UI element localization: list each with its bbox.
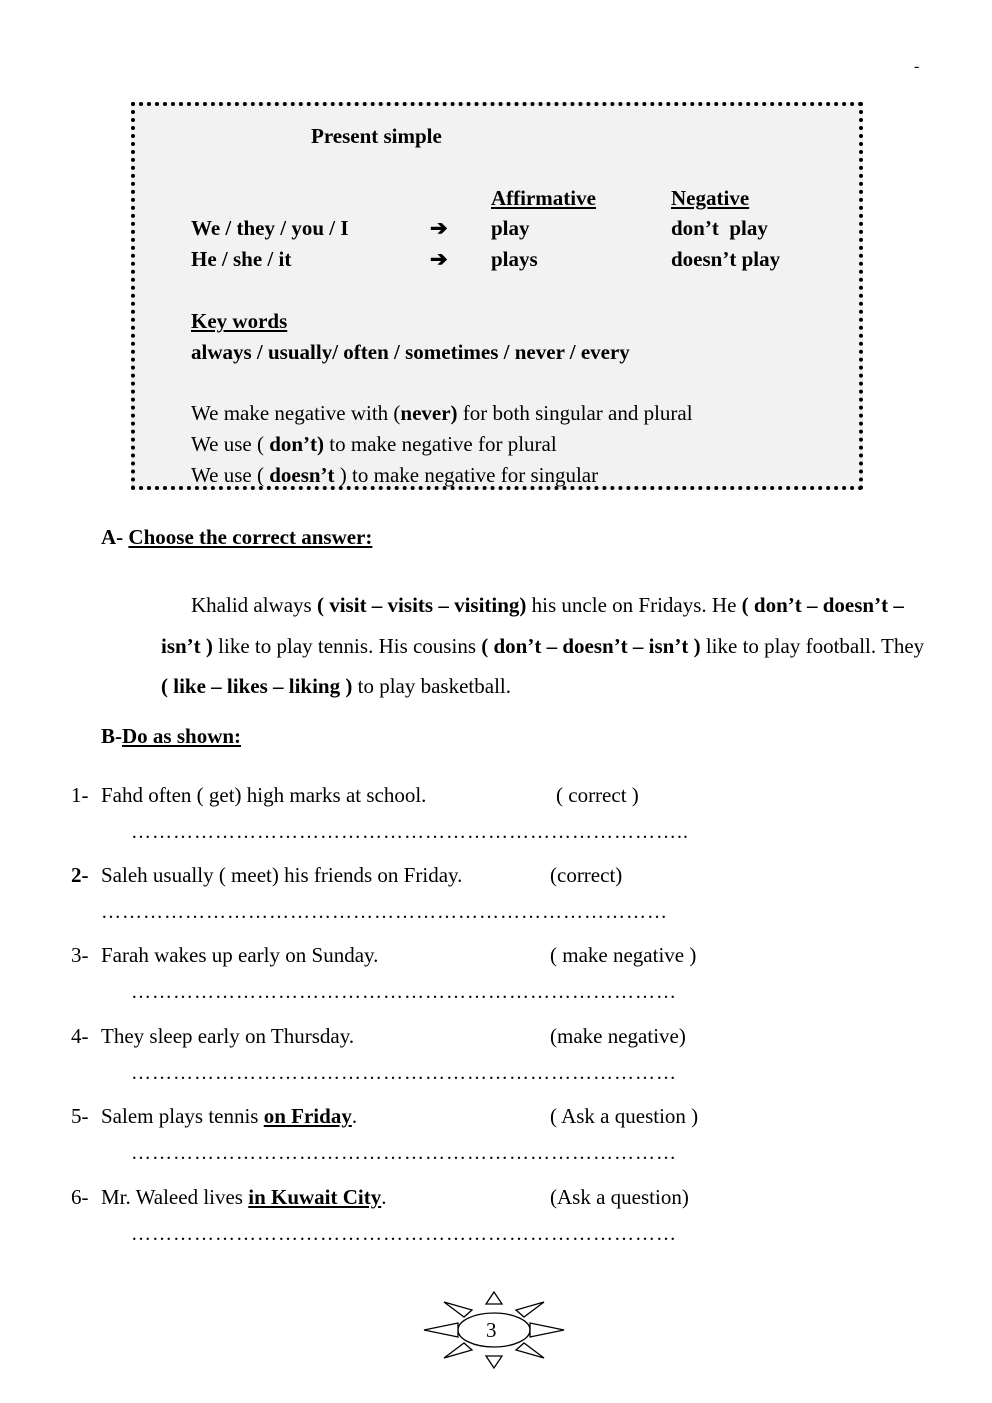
question-sentence: [101, 783, 426, 808]
arrow-right-icon: ➔: [430, 247, 448, 271]
rule-text: We use (: [191, 463, 270, 487]
row-subject: He / she / it: [191, 247, 292, 271]
sentence-text: .: [381, 1185, 387, 1209]
answer-line[interactable]: ……………………………………………………………………: [131, 1223, 677, 1245]
question-instruction: (Ask a question): [550, 1185, 689, 1209]
question-instruction: (make negative): [550, 1024, 686, 1048]
question-instruction: ( make negative ): [550, 943, 697, 967]
rule-text: to make negative for plural: [324, 432, 557, 456]
section-title: Choose the correct answer:: [128, 525, 373, 549]
row-affirmative: play: [491, 216, 530, 240]
sentence-text: Mr. Waleed lives: [101, 1185, 249, 1209]
rule-text: We make negative with (: [191, 401, 401, 425]
page-number: 3: [486, 1318, 497, 1342]
sentence-text: Fahd often ( get) high marks at school.: [101, 783, 427, 807]
section-a-heading: [101, 525, 372, 550]
rule-line: [191, 432, 557, 457]
row-affirmative: plays: [491, 247, 538, 271]
sentence-text: Saleh usually ( meet) his friends on Friday.: [101, 863, 463, 887]
section-b-heading: [101, 724, 241, 749]
answer-choices: ( don’t – doesn’t – isn’t ): [161, 593, 904, 658]
answer-choices: ( don’t – doesn’t – isn’t ): [481, 633, 701, 658]
question-number: 5-: [71, 1104, 89, 1128]
paragraph-text: like to play football. They: [700, 633, 925, 658]
sentence-text: They sleep early on Thursday.: [101, 1024, 355, 1048]
question-instruction: ( correct ): [556, 783, 639, 807]
answer-line[interactable]: ……………………………………………………………………: [131, 1062, 677, 1084]
column-header-negative: Negative: [671, 186, 750, 210]
rule-text: We use (: [191, 432, 270, 456]
rule-text: ) to make negative for singular: [334, 463, 599, 487]
column-header-affirmative: Affirmative: [491, 186, 596, 210]
answer-line[interactable]: ………………………………………………………………………: [101, 901, 668, 923]
underlined-target: in Kuwait City: [248, 1185, 382, 1209]
rule-keyword: don’t): [269, 432, 325, 456]
rule-keyword: never): [400, 401, 458, 425]
answer-choices: ( visit – visits – visiting): [316, 593, 527, 617]
question-sentence: [101, 1185, 387, 1210]
question-number: 3-: [71, 943, 89, 967]
question-number: 2-: [71, 863, 89, 887]
paragraph-text: like to play tennis. His cousins: [212, 633, 482, 658]
question-instruction: (correct): [550, 863, 623, 887]
row-negative: doesn’t play: [671, 247, 781, 271]
question-number: 6-: [71, 1185, 89, 1209]
paragraph-text: to play basketball.: [352, 674, 511, 698]
answer-choices: ( like – likes – liking ): [161, 674, 353, 698]
answer-line[interactable]: ……………………………………………………………………..: [131, 821, 689, 843]
question-sentence: [101, 1024, 354, 1049]
box-title: Present simple: [311, 124, 442, 148]
sentence-text: .: [351, 1104, 358, 1128]
rule-line: [191, 401, 693, 426]
arrow-right-icon: ➔: [430, 216, 448, 240]
question-sentence: [101, 1104, 357, 1129]
paragraph-text: his uncle on Fridays. He: [526, 593, 742, 617]
answer-line[interactable]: ……………………………………………………………………: [131, 981, 677, 1003]
question-sentence: [101, 863, 462, 888]
question-sentence: [101, 943, 378, 968]
key-words-list: always / usually/ often / sometimes / never / every: [191, 340, 630, 364]
question-number: 1-: [71, 783, 89, 807]
answer-line[interactable]: ……………………………………………………………………: [131, 1142, 677, 1164]
question-instruction: ( Ask a question ): [550, 1104, 699, 1128]
rule-text: for both singular and plural: [457, 401, 693, 425]
rule-line: [191, 463, 598, 488]
section-prefix: A-: [101, 525, 129, 549]
section-prefix: B-: [101, 724, 122, 748]
sentence-text: Salem plays tennis: [101, 1104, 264, 1128]
corner-mark: -: [914, 58, 920, 75]
key-words-title: Key words: [191, 309, 288, 333]
question-number: 4-: [71, 1024, 89, 1048]
section-a-paragraph: [161, 585, 931, 707]
section-title: Do as shown:: [122, 724, 242, 748]
underlined-target: on Friday: [263, 1104, 352, 1128]
row-subject: We / they / you / I: [191, 216, 349, 240]
paragraph-text: Khalid always: [191, 593, 317, 617]
row-negative: don’t play: [671, 216, 768, 240]
rule-keyword: doesn’t: [269, 463, 335, 487]
sentence-text: Farah wakes up early on Sunday.: [101, 943, 379, 967]
